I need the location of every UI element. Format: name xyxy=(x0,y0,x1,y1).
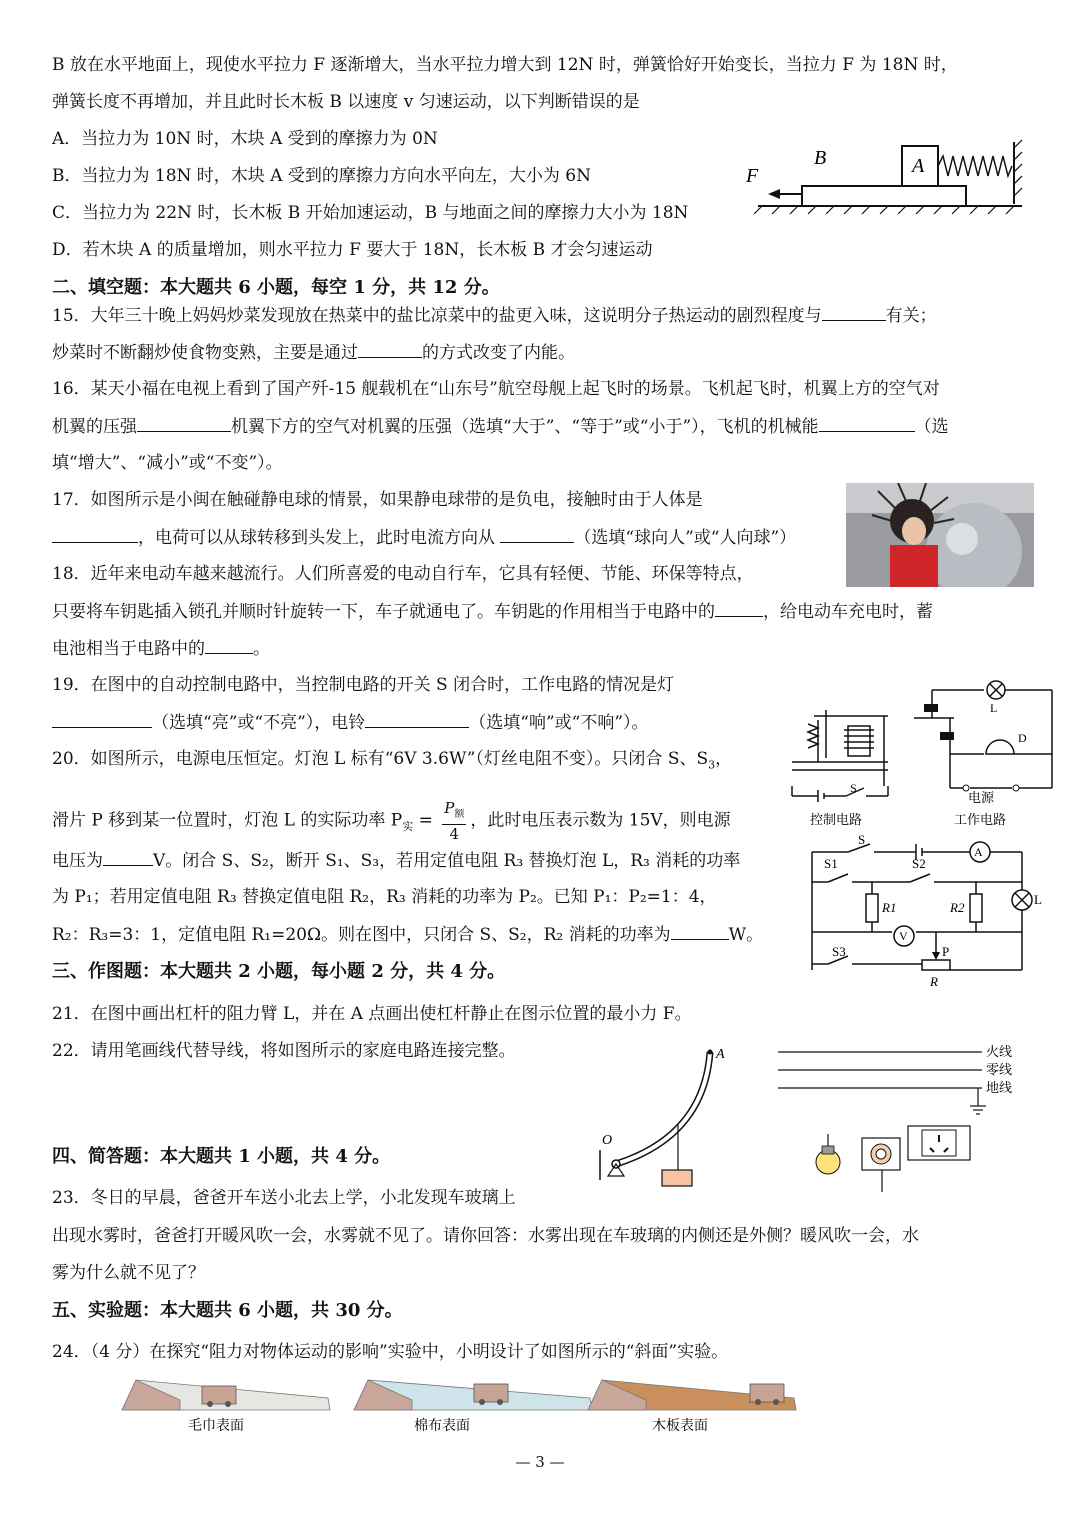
q16-line2: 机翼的压强 机翼下方的空气对机翼的压强（选填“大于”、“等于”或“小于”），飞机的机械能 （选 xyxy=(52,417,949,437)
q20-label-l: L xyxy=(1034,892,1042,907)
section-4-heading: 四、简答题：本大题共 1 小题，共 4 分。 xyxy=(52,1146,391,1167)
q19-blank-2[interactable] xyxy=(365,711,469,728)
q20-line2: 滑片 P 移到某一位置时，灯泡 L 的实际功率 $P_实$ = $P_额$ 4 ，此时电压表示数为 15V，则电源 xyxy=(52,799,731,843)
q21-text: 21．在图中画出杠杆的阻力臂 L，并在 A 点画出使杠杆静止在图示位置的最小力 F。 xyxy=(52,1004,692,1024)
static-ball-photo xyxy=(846,483,1034,587)
q14-line2: 弹簧长度不再增加，并且此时长木板 B 以速度 v 匀速运动，以下判断错误的是 xyxy=(52,92,640,112)
q15-blank-2[interactable] xyxy=(358,341,422,358)
q14-label-f: F xyxy=(746,165,759,187)
q15-blank-1[interactable] xyxy=(822,304,886,321)
q23-line2: 出现水雾时，爸爸打开暖风吹一会，水雾就不见了。请你回答：水雾出现在车玻璃的内侧还是外侧？暖风吹一会，水 xyxy=(52,1226,919,1246)
q14-option-d: D．若木块 A 的质量增加，则水平拉力 F 要大于 18N，长木板 B 才会匀速运动 xyxy=(52,240,653,260)
q23-line1: 23．冬日的早晨，爸爸开车送小北去上学，小北发现车玻璃上 xyxy=(52,1188,516,1208)
q20-label-r: R xyxy=(930,974,938,989)
surface-label-cotton: 棉布表面 xyxy=(414,1418,470,1434)
q21-lever-figure xyxy=(592,1040,742,1190)
q19-label-l: L xyxy=(990,701,998,715)
q20-line5: R₂：R₃=3：1，定值电阻 R₁=20Ω。则在图中，只闭合 S、S₂，R₂ 消耗的功率为 W。 xyxy=(52,925,764,945)
surface-label-wood: 木板表面 xyxy=(652,1418,708,1434)
q21-label-o: O xyxy=(602,1133,613,1148)
q14-line1: B 放在水平地面上，现使水平拉力 F 逐渐增大，当水平拉力增大到 12N 时，弹簧恰好开始变长，当拉力 F 为 18N 时， xyxy=(52,55,958,75)
q16-blank-2[interactable] xyxy=(819,415,915,432)
page-number: — 3 — xyxy=(515,1453,565,1471)
bulb-icon xyxy=(816,1146,840,1174)
q24-text: 24．（4 分）在探究“阻力对物体运动的影响”实验中，小明设计了如图所示的“斜面”实验。 xyxy=(52,1342,729,1362)
q18-line1: 18．近年来电动车越来越流行。人们所喜爱的电动自行车，它具有轻便、节能、环保等特点， xyxy=(52,564,754,584)
q19-label-d: D xyxy=(1018,731,1027,745)
q14-option-b: B．当拉力为 18N 时，木块 A 受到的摩擦力方向水平向左，大小为 6N xyxy=(52,166,591,186)
incline-cotton xyxy=(354,1380,592,1410)
q16-line1: 16．某天小福在电视上看到了国产歼-15 舰载机在“山东号”航空母舰上起飞时的场景。飞机起飞时，机翼上方的空气对 xyxy=(52,379,940,399)
q19-label-work: 工作电路 xyxy=(954,813,1007,828)
q17-line2: ，电荷可以从球转移到头发上，此时电流方向从 （选填“球向人”或“人向球”） xyxy=(52,526,796,549)
q24-incline-figures xyxy=(118,1376,798,1434)
q19-label-s: S xyxy=(850,781,857,795)
incline-towel xyxy=(122,1380,330,1410)
q20-label-r1: R1 xyxy=(882,900,897,915)
q17-line1: 17．如图所示是小闽在触碰静电球的情景，如果静电球带的是负电，接触时由于人体是 xyxy=(52,490,703,510)
q19-blank-1[interactable] xyxy=(52,711,152,728)
q19-label-control: 控制电路 xyxy=(810,813,863,828)
q14-option-c: C．当拉力为 22N 时，长木板 B 开始加速运动，B 与地面之间的摩擦力大小为 18N xyxy=(52,203,689,223)
incline-wood xyxy=(588,1380,796,1410)
q14-label-a: A xyxy=(912,155,925,177)
q18-blank-1[interactable] xyxy=(715,600,763,617)
q20-blank-2[interactable] xyxy=(671,923,729,940)
q19-label-power: 电源 xyxy=(968,791,995,806)
q14-option-a: A．当拉力为 10N 时，木块 A 受到的摩擦力为 0N xyxy=(52,129,438,149)
q16-line3: 填“增大”、“减小”或“不变”）。 xyxy=(52,453,283,473)
q20-label-v: V xyxy=(899,929,908,943)
q20-line3: 电压为 V。闭合 S、S₂，断开 S₁、S₃，若用定值电阻 R₃ 替换灯泡 L，R₃ 消耗的功率 xyxy=(52,851,741,871)
q23-line3: 雾为什么就不见了？ xyxy=(52,1263,205,1283)
q15-line1: 15．大年三十晚上妈妈炒菜发现放在热菜中的盐比凉菜中的盐更入味，这说明分子热运动的剧烈程度与 有关； xyxy=(52,306,937,326)
q14-spring-board-figure xyxy=(740,138,1030,218)
q14-label-b: B xyxy=(814,147,827,169)
q20-line1: 20．如图所示，电源电压恒定。灯泡 L 标有“6V 3.6W”（灯丝电阻不变）。只闭合 S、$S_3$， xyxy=(52,749,733,772)
q22-label-ground: 地线 xyxy=(986,1081,1013,1096)
section-3-heading: 三、作图题：本大题共 2 小题，每小题 2 分，共 4 分。 xyxy=(52,961,506,982)
section-2-heading: 二、填空题：本大题共 6 小题，每空 1 分，共 12 分。 xyxy=(52,277,500,298)
q18-blank-2[interactable] xyxy=(205,637,253,654)
q20-label-s1: S1 xyxy=(824,856,838,871)
q20-line4: 为 P₁；若用定值电阻 R₃ 替换定值电阻 R₂，R₃ 消耗的功率为 P₂。已知 P₁：P₂=1：4， xyxy=(52,887,717,907)
q21-label-a: A xyxy=(716,1047,725,1062)
q22-label-neutral: 零线 xyxy=(986,1063,1013,1078)
q20-blank-1[interactable] xyxy=(103,849,153,866)
surface-label-towel: 毛巾表面 xyxy=(188,1418,244,1434)
section-5-heading: 五、实验题：本大题共 6 小题，共 30 分。 xyxy=(52,1300,403,1321)
q20-label-s3: S3 xyxy=(832,944,846,959)
q20-label-a: A xyxy=(974,845,983,859)
q20-circuit-diagram xyxy=(800,832,1060,990)
q20-label-p: P xyxy=(942,944,950,959)
q19-line2: （选填“亮”或“不亮”），电铃 （选填“响”或“不响”）。 xyxy=(52,711,649,734)
q22-label-fire: 火线 xyxy=(986,1045,1013,1060)
q19-line1: 19．在图中的自动控制电路中，当控制电路的开关 S 闭合时，工作电路的情况是灯 xyxy=(52,675,675,695)
q20-label-r2: R2 xyxy=(950,900,965,915)
socket-icon xyxy=(908,1126,970,1160)
q20-label-s2: S2 xyxy=(912,856,926,871)
q20-label-s: S xyxy=(858,832,866,847)
q15-line2: 炒菜时不断翻炒使食物变熟，主要是通过 的方式改变了内能。 xyxy=(52,343,575,363)
q17-blank-1[interactable] xyxy=(52,526,138,543)
switch-icon xyxy=(862,1138,900,1170)
q18-line3: 电池相当于电路中的 。 xyxy=(52,639,270,659)
q19-auto-control-circuit xyxy=(788,680,1058,830)
q18-line2: 只要将车钥匙插入锁孔并顺时针旋转一下，车子就通电了。车钥匙的作用相当于电路中的 ，给电动车充电时，蓄 xyxy=(52,602,933,622)
q16-blank-1[interactable] xyxy=(137,415,231,432)
q22-text: 22．请用笔画线代替导线，将如图所示的家庭电路连接完整。 xyxy=(52,1041,516,1061)
q22-household-circuit xyxy=(778,1042,1028,1192)
q17-blank-2[interactable] xyxy=(500,526,574,543)
